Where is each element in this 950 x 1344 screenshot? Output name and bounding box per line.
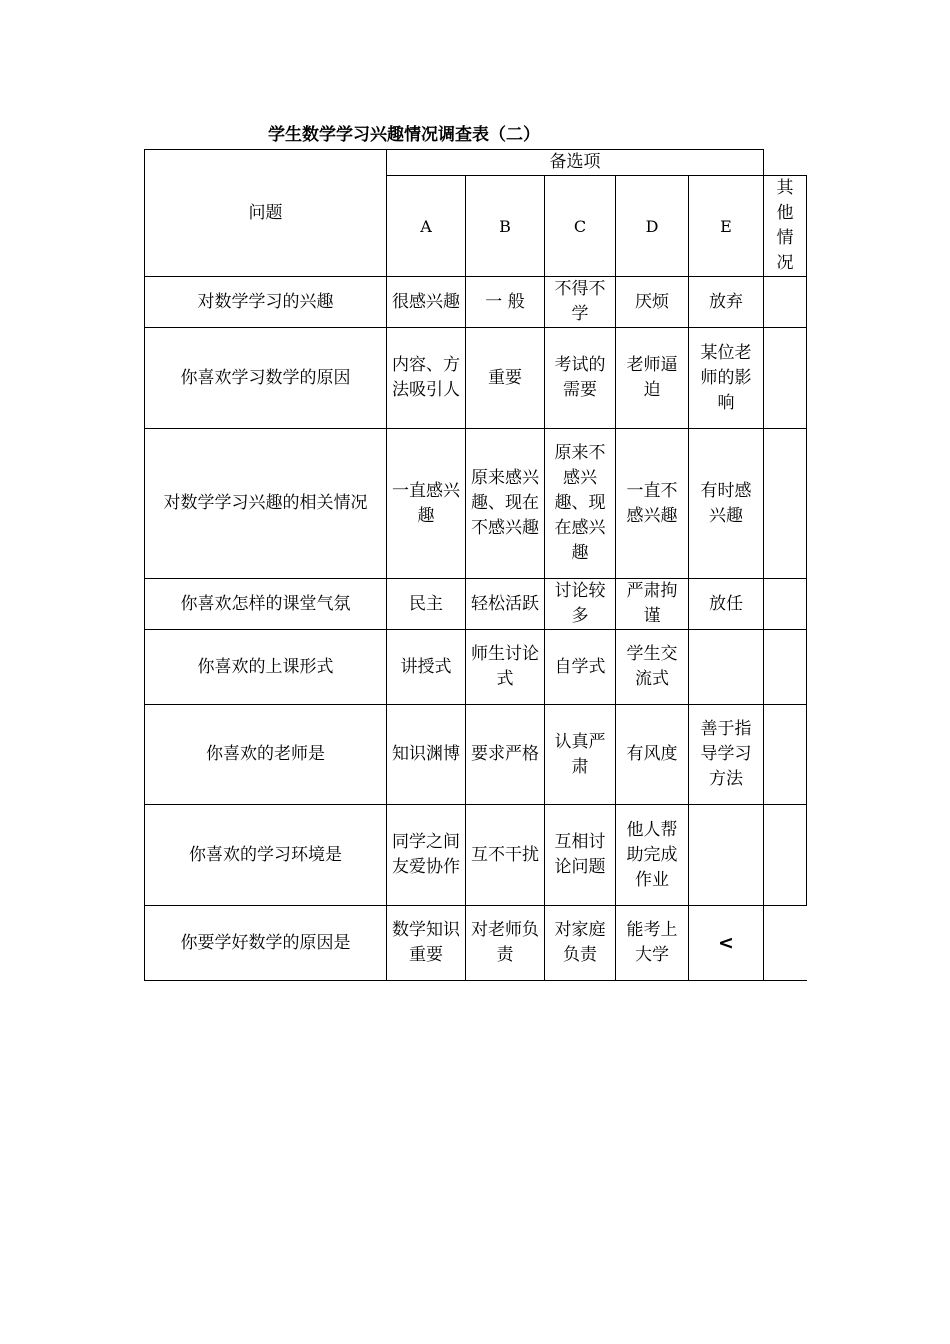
row-question: 你喜欢的上课形式 — [145, 630, 387, 705]
row-option-c: 讨论较多 — [545, 579, 616, 630]
table-row — [145, 579, 807, 630]
row-option-b: 轻松活跃 — [466, 579, 545, 630]
header-option-e: E — [689, 176, 764, 277]
row-other — [764, 429, 807, 579]
row-option-e: 善于指导学习方法 — [689, 705, 764, 805]
row-other — [764, 277, 807, 328]
row-option-c: 不得不学 — [545, 277, 616, 328]
table-row — [145, 805, 807, 906]
header-options-group: 备选项 — [387, 150, 764, 176]
header-question: 问题 — [145, 150, 387, 277]
table-row — [145, 328, 807, 429]
header-option-b: B — [466, 176, 545, 277]
row-option-d: 厌烦 — [616, 277, 689, 328]
row-option-b: 对老师负责 — [466, 906, 545, 981]
header-row-top — [145, 150, 807, 176]
row-option-d: 一直不感兴趣 — [616, 429, 689, 579]
row-option-c: 对家庭负责 — [545, 906, 616, 981]
row-option-d: 老师逼迫 — [616, 328, 689, 429]
row-question: 你要学好数学的原因是 — [145, 906, 387, 981]
header-option-d: D — [616, 176, 689, 277]
row-option-a: 讲授式 — [387, 630, 466, 705]
row-question: 对数学学习的兴趣 — [145, 277, 387, 328]
row-other — [764, 805, 807, 906]
row-option-a: 民主 — [387, 579, 466, 630]
row-option-a: 数学知识重要 — [387, 906, 466, 981]
row-other — [764, 579, 807, 630]
row-option-d: 能考上大学 — [616, 906, 689, 981]
row-option-e — [689, 805, 764, 906]
row-option-c: 自学式 — [545, 630, 616, 705]
row-option-b: 原来感兴趣、现在不感兴趣 — [466, 429, 545, 579]
row-option-d: 有风度 — [616, 705, 689, 805]
row-option-e — [689, 630, 764, 705]
header-option-a: A — [387, 176, 466, 277]
row-other — [764, 630, 807, 705]
row-option-b: 要求严格 — [466, 705, 545, 805]
header-option-c: C — [545, 176, 616, 277]
row-option-b: 一 般 — [466, 277, 545, 328]
row-question: 你喜欢的老师是 — [145, 705, 387, 805]
row-option-e: < — [689, 906, 764, 981]
row-option-b: 互不干扰 — [466, 805, 545, 906]
page-title: 学生数学学习兴趣情况调查表（二） — [268, 125, 540, 145]
row-question: 你喜欢学习数学的原因 — [145, 328, 387, 429]
row-option-e: 有时感兴趣 — [689, 429, 764, 579]
table-row — [145, 906, 807, 981]
table-row — [145, 277, 807, 328]
row-option-c: 互相讨论问题 — [545, 805, 616, 906]
row-option-b: 重要 — [466, 328, 545, 429]
row-option-a: 知识渊博 — [387, 705, 466, 805]
row-option-c: 原来不感兴趣、现在感兴趣 — [545, 429, 616, 579]
row-option-a: 同学之间友爱协作 — [387, 805, 466, 906]
row-option-d: 严肃拘谨 — [616, 579, 689, 630]
header-blank — [764, 150, 807, 176]
row-other — [764, 328, 807, 429]
row-option-b: 师生讨论式 — [466, 630, 545, 705]
row-option-c: 考试的需要 — [545, 328, 616, 429]
row-question: 你喜欢怎样的课堂气氛 — [145, 579, 387, 630]
row-option-d: 学生交流式 — [616, 630, 689, 705]
row-other — [764, 705, 807, 805]
table-row — [145, 705, 807, 805]
row-option-a: 一直感兴趣 — [387, 429, 466, 579]
row-option-e: 放任 — [689, 579, 764, 630]
row-other — [764, 906, 807, 981]
header-other: 其他情况 — [764, 176, 807, 277]
row-option-a: 很感兴趣 — [387, 277, 466, 328]
table-row — [145, 630, 807, 705]
row-question: 对数学学习兴趣的相关情况 — [145, 429, 387, 579]
table-row — [145, 429, 807, 579]
row-option-d: 他人帮助完成作业 — [616, 805, 689, 906]
row-option-e: 放弃 — [689, 277, 764, 328]
row-question: 你喜欢的学习环境是 — [145, 805, 387, 906]
row-option-e: 某位老师的影响 — [689, 328, 764, 429]
row-option-c: 认真严肃 — [545, 705, 616, 805]
survey-table — [144, 149, 807, 981]
row-option-a: 内容、方法吸引人 — [387, 328, 466, 429]
